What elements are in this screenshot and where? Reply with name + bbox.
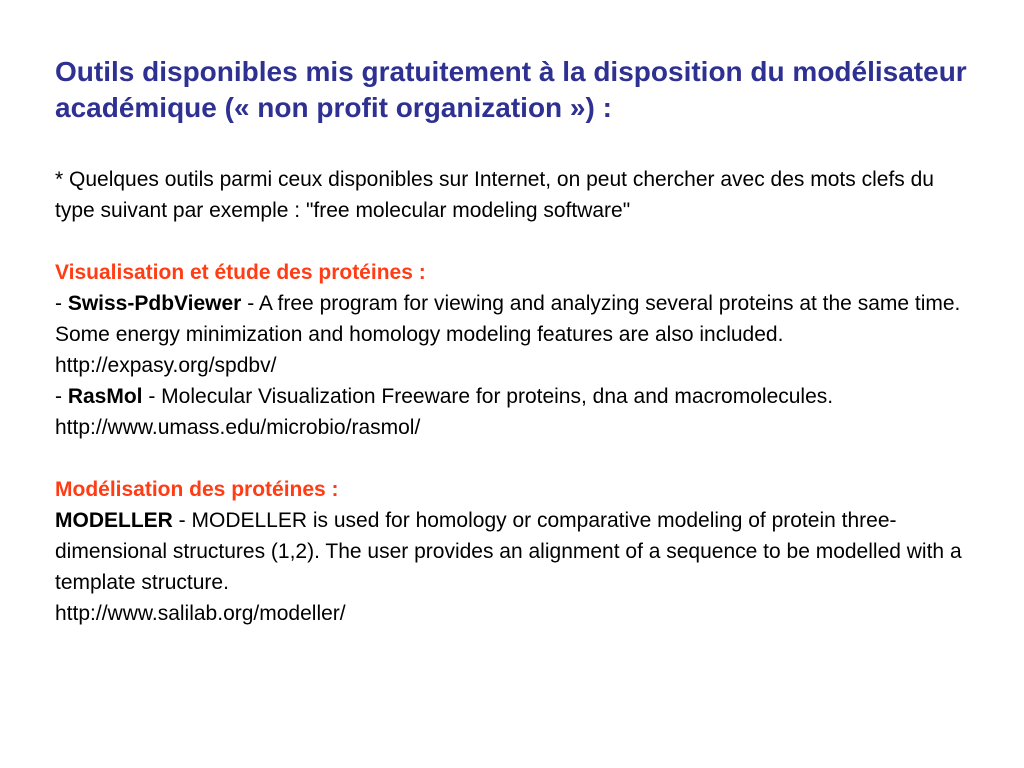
- tool-entry-swiss-pdbviewer: [55, 288, 975, 350]
- tool-prefix: -: [55, 385, 68, 408]
- tool-prefix: -: [55, 292, 68, 315]
- tool-entry-modeller: [55, 505, 975, 598]
- tool-description-modeller: - MODELLER is used for homology or comparative modeling of protein three-dimensional structures (1,2). The user provides an alignment of a sequence to be modelled with a template structure.: [55, 509, 962, 594]
- tool-name-swiss-pdbviewer: Swiss-PdbViewer: [67, 292, 242, 315]
- tool-url-modeller[interactable]: http://www.salilab.org/modeller/: [55, 602, 346, 625]
- tool-name-rasmol: RasMol: [67, 385, 143, 408]
- slide-title: Outils disponibles mis gratuitement à la disposition du modélisateur académique (« non profit organization ») :: [55, 56, 967, 123]
- tool-name-modeller: MODELLER: [55, 509, 173, 532]
- tool-url-swiss-pdbviewer[interactable]: http://expasy.org/spdbv/: [55, 354, 277, 377]
- tool-url-rasmol[interactable]: http://www.umass.edu/microbio/rasmol/: [55, 416, 421, 439]
- spacer: [55, 226, 975, 257]
- intro-text: * Quelques outils parmi ceux disponibles sur Internet, on peut chercher avec des mots clefs du type suivant par exemple : "free molecular modeling software": [55, 168, 934, 222]
- section-heading-visualisation: Visualisation et étude des protéines :: [55, 261, 426, 284]
- slide-body: [55, 164, 975, 629]
- tool-description-swiss-pdbviewer: - A free program for viewing and analyzing several proteins at the same time. Some energy minimization and homology modeling features are also included.: [55, 292, 961, 346]
- section-heading-modelisation: Modélisation des protéines :: [55, 478, 339, 501]
- tool-entry-rasmol: [55, 381, 975, 412]
- slide: [55, 54, 975, 629]
- tool-description-rasmol: - Molecular Visualization Freeware for proteins, dna and macromolecules.: [142, 385, 834, 408]
- spacer: [55, 443, 975, 474]
